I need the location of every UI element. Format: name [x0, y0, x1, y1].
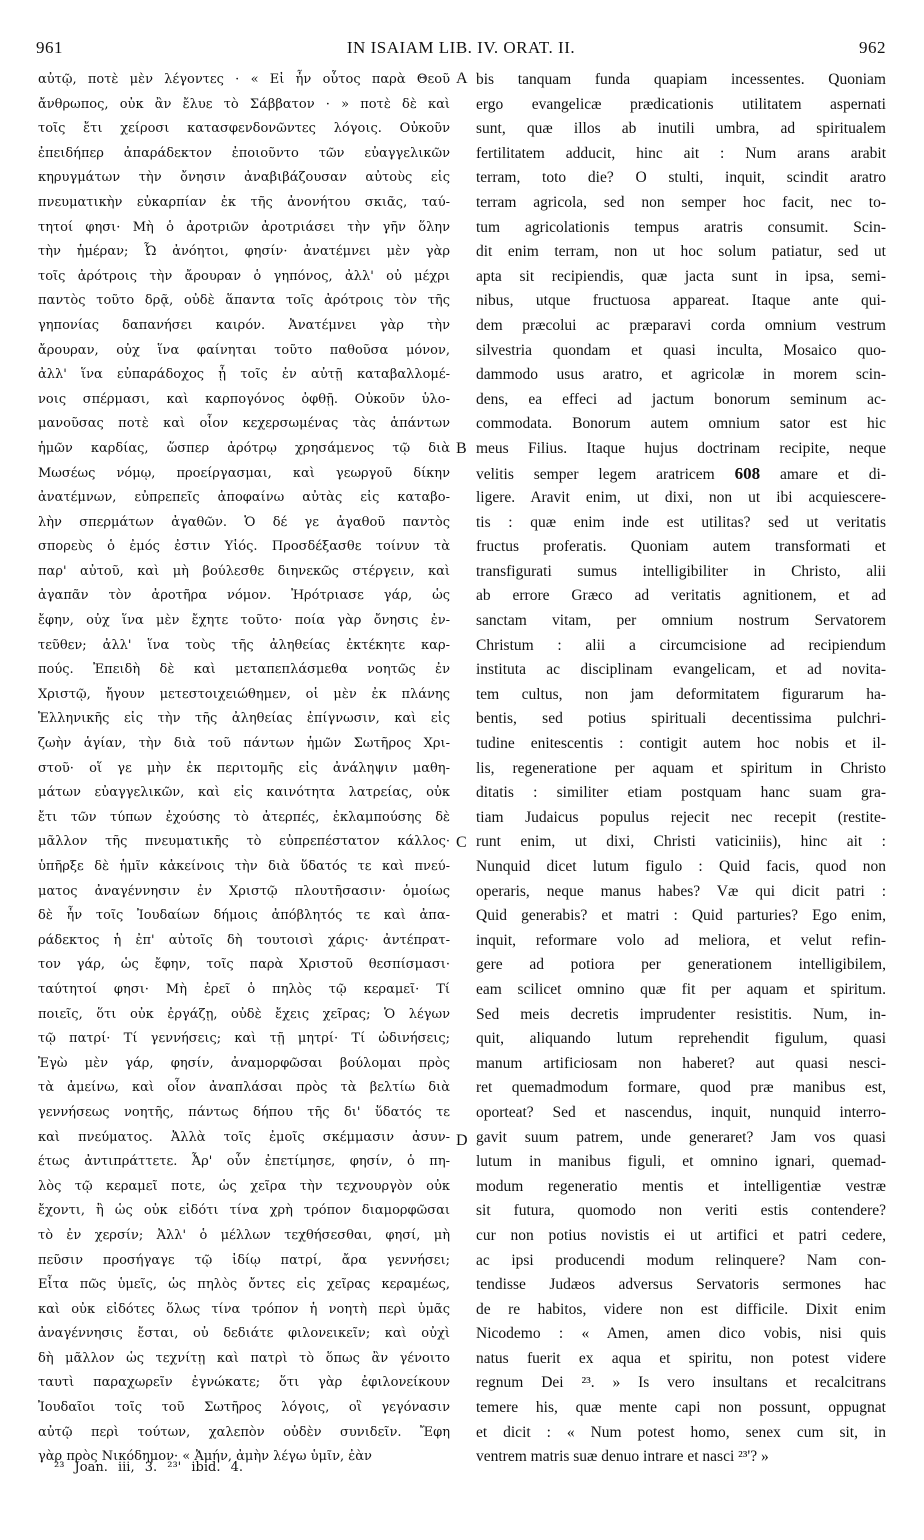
- greek-text-line: παντὸς τοῦτο δρᾷ, οὐδὲ ἅπαντα τοῖς ἀρότροις τὸν τῆς: [38, 293, 450, 309]
- greek-text-line: καὶ πνεύματος. Ἀλλὰ τοῖς ἐμοῖς σκέμμασιν ἀσυν-: [38, 1129, 450, 1145]
- greek-text-line: Ἰουδαῖοι τοῖς τοῦ Σωτῆρος λόγοις, οἳ γεγόνασιν: [38, 1400, 450, 1416]
- latin-text-segment: velitis semper legem aratricem: [476, 465, 715, 483]
- latin-text-line: ligere. Aravit enim, ut dixi, non ut ibi acquiescere-: [476, 489, 886, 507]
- latin-text-line: meus Filius. Itaque hujus doctrinam recipite, neque: [476, 439, 886, 457]
- greek-text-line: τῷ πατρί· Τί γεννήσεις; καὶ τῇ μητρί· Τί ὠδινήσεις;: [38, 1031, 450, 1047]
- greek-text-line: παρ' αὐτοῦ, καὶ μὴ βούλεσθε διηνεκῶς στέργειν, καὶ: [38, 563, 450, 579]
- latin-text-line: tem cultus, non jam deformitatem figurarum ha-: [476, 685, 886, 703]
- margin-letter-a: A: [456, 70, 468, 87]
- greek-text-line: τὸ ἐν χερσίν; Ἀλλ' ὁ μέλλων τεχθήσεσθαι, φησί, μὴ: [38, 1227, 450, 1243]
- greek-text-line: ἄνθρωπος, οὐκ ἂν ἔλυε τὸ Σάββατον · » ποτὲ δὲ καὶ: [38, 96, 450, 112]
- greek-text-line: μανοῦσας ποτὲ καὶ οἷον κεχερσωμένας τὰς ἁπάντων: [38, 416, 450, 432]
- greek-text-line: Μωσέως νόμῳ, προείργασμαι, καὶ γεωργοῦ δίκην: [38, 465, 450, 481]
- greek-text-line: καὶ οὐκ εἰδότες ὅλως τίνα τρόπον ἡ νοητὴ περὶ ὑμᾶς: [38, 1301, 450, 1317]
- latin-text-line: tis : quæ enim inde est utilitas? sed ut veritatis: [476, 513, 886, 531]
- greek-text-line: αὐτῷ, ποτὲ μὲν λέγοντες · « Εἰ ἦν οὗτος παρὰ Θεοῦ: [38, 72, 450, 87]
- page-number-right: 962: [859, 38, 886, 57]
- latin-text-line: temere his, quæ mente capi non possunt, oppugnat: [476, 1399, 886, 1417]
- greek-text-line: ἄρουραν, οὐχ ἵνα φαίνηται τοῦτο παθοῦσα μόνον,: [38, 342, 450, 358]
- latin-text-line: ventrem matris suæ denuo intrare et nasci ²³'? »: [476, 1448, 769, 1466]
- greek-text-line: λὸς τῷ κεραμεῖ ποτε, ὡς χεῖρα τὴν τεχνουργὸν οὐκ: [38, 1178, 450, 1194]
- greek-text-line: τοῖς ἀρότροις τὴν ἄρουραν ὁ γηπόνος, ἀλλ' οὐ μέχρι: [38, 268, 450, 284]
- margin-letter-b: B: [456, 440, 467, 457]
- page-number-left: 961: [36, 38, 63, 57]
- greek-text-line: ἔφην, οὐχ ἵνα μὲν ἔχητε τοῦτο· ποία γὰρ ὄνησις ἐν-: [38, 613, 450, 629]
- greek-text-line: τητοί φησι· Μὴ ὁ ἀροτριῶν ἀροτριάσει τὴν γῆν ὅλην: [38, 219, 450, 235]
- greek-text-line: Ἑλληνικῆς εἰς τὴν τῆς ἀληθείας ἐπίγνωσιν, καὶ εἰς: [38, 711, 450, 727]
- greek-text-line: ἀγαπᾶν τὸν ἀροτῆρα νόμον. Ἠρότριασε γάρ, ὡς: [38, 588, 450, 604]
- latin-text-line: gere ad potiora per generationem intelligibilem,: [476, 956, 886, 974]
- latin-text-line: terram agricola, sed non semper hoc facit, nec to-: [476, 193, 886, 211]
- greek-text-line: τον γάρ, ὡς ἔφην, τοῖς παρὰ Χριστοῦ θεσπίσμασι·: [38, 957, 450, 973]
- latin-text-line: transfigurati sumus intelligibiliter in Christo, alii: [476, 562, 886, 580]
- latin-text-line: [476, 462, 886, 487]
- latin-text-line: tudine enitescentis : contigit autem hoc nobis et il-: [476, 735, 886, 753]
- greek-text-line: ποιεῖς, ὅτι οὐκ ἐργάζῃ, οὐδὲ ἔχεις χεῖρας; Ὁ λέγων: [38, 1006, 450, 1022]
- greek-text-line: πνευματικὴν εὐκαρπίαν ἐκ τῆς ἀνονήτου σκιᾶς, ταύ-: [38, 194, 450, 210]
- latin-text-line: sanctam vitam, per omnium nostrum Servatorem: [476, 612, 886, 630]
- latin-text-line: terram, toto die? O stulti, inquit, scindit aratro: [476, 169, 886, 187]
- greek-text-line: δὲ ἦν τοῖς Ἰουδαίων δήμοις ἀπόβλητός τε καὶ ἀπα-: [38, 908, 450, 924]
- latin-text-line: tendisse Judæos adversus Servatoris sermones hac: [476, 1276, 886, 1294]
- latin-text-line: dem præcolui ac præparavi corda omnium vestrum: [476, 316, 886, 334]
- latin-text-line: sunt, quæ illos ab inutili umbra, ad spiritualem: [476, 120, 886, 138]
- latin-text-line: dens, ea effeci ad jactum bonorum seminum ac-: [476, 390, 886, 408]
- margin-letter-c: C: [456, 834, 467, 851]
- latin-text-line: fertilitatem adducit, hinc ait : Num arans arabit: [476, 144, 886, 162]
- greek-text-line: ὑπῆρξε δὲ ἡμῖν κἀκείνοις τὴν διὰ ὕδατός τε καὶ πνεύ-: [38, 859, 450, 874]
- greek-text-line: έτως ἀντιπράττετε. Ἆρ' οὖν ἐπετίμησε, φησίν, ὁ πη-: [38, 1154, 450, 1170]
- latin-text-line: modum regeneratio mentis et intelligentiæ vestræ: [476, 1177, 886, 1195]
- greek-text-line: ἀναγέννησις ἔσται, οὐ δεδιάτε φιλονεικεῖν; καὶ οὐχὶ: [38, 1326, 450, 1342]
- latin-text-line: inquit, reformare volo ad meliora, et velut refin-: [476, 931, 886, 949]
- greek-text-line: ματος ἀναγέννησιν ἐν Χριστῷ πλουτῆσασιν· ὁμοίως: [38, 883, 450, 899]
- latin-text-line: Christum : alii a circumcisione ad recipiendum: [476, 636, 886, 654]
- latin-text-line: Nunquid dicet lutum figulo : Quid facis, quod non: [476, 858, 886, 875]
- latin-text-line: ergo evangelicæ prædicationis utilitatem aspernati: [476, 95, 886, 113]
- running-title: IN ISAIAM LIB. IV. ORAT. II.: [346, 38, 576, 57]
- greek-text-line: τοῖς ἔτι χείροσι κατασφενδονῶντες λόγοις. Οὐκοῦν: [38, 121, 450, 137]
- greek-text-line: δὴ μᾶλλον ὡς τεχνίτῃ καὶ πατρὶ τὸ ὅπως ἂν γένοιτο: [38, 1350, 450, 1366]
- greek-text-line: Εἶτα πῶς ὑμεῖς, ὡς πηλὸς ὄντες εἰς χεῖρας κεραμέως,: [38, 1277, 450, 1293]
- latin-text-line: oporteat? Sed et nascendus, inquit, nunquid interro-: [476, 1103, 886, 1121]
- latin-text-line: dit enim terram, non ut hoc solum patiatur, sed ut: [476, 243, 886, 261]
- greek-column: [38, 68, 450, 1470]
- greek-text-line: αὐτῷ περὶ τούτων, χαλεπὸν οὐδὲν συνιδεῖν. Ἔφη: [38, 1424, 450, 1440]
- latin-text-line: bis tanquam funda quapiam incessentes. Quoniam: [476, 71, 886, 88]
- greek-text-line: ἀνατέμνων, εὐπρεπεῖς ἀποφαίνω αὐτὰς εἰς καταβο-: [38, 490, 450, 506]
- latin-text-line: gavit suum patrem, unde generaret? Jam vos quasi: [476, 1128, 886, 1146]
- greek-text-line: πεῦσιν προσήγαγε τῷ ἰδίῳ πατρί, ἄρα γεννήσει;: [38, 1252, 450, 1268]
- latin-text-line: quit, aliquando lutum reprehendit figulum, quasi: [476, 1030, 886, 1048]
- greek-text-line: ἀλλ' ἵνα εὐπαράδοχος ᾖ τοῖς ἐν αὐτῇ καταβαλλομέ-: [38, 367, 450, 383]
- greek-text-line: τεῦθεν; ἀλλ' ἵνα τοὺς τῆς ἀληθείας ἐκτέκητε καρ-: [38, 637, 450, 653]
- latin-text-line: cur non potius novistis ei ut artifici et patri cedere,: [476, 1226, 886, 1244]
- latin-text-line: sit futura, quomodo non veriti estis contendere?: [476, 1202, 886, 1220]
- latin-text-line: Nicodemo : « Amen, amen dico vobis, nisi quis: [476, 1325, 886, 1343]
- latin-text-line: fructus proferatis. Quoniam autem transformati et: [476, 538, 886, 556]
- greek-text-line: λὴν σπερμάτων ἀγαθῶν. Ὁ δέ γε ἀγαθοῦ παντὸς: [38, 514, 450, 530]
- latin-text-line: ret quemadmodum formare, quod præ manibus est,: [476, 1079, 886, 1097]
- latin-text-line: ditatis : similiter etiam postquam hanc suam gra-: [476, 784, 886, 802]
- greek-text-line: σπορεὺς ὁ ἐμός ἐστιν Υἱός. Προσδέξασθε τοίνυν τὰ: [38, 539, 450, 555]
- greek-text-line: γηπονίας δαπανήσει καιρόν. Ἀνατέμνει γὰρ τὴν: [38, 317, 450, 333]
- latin-text-line: manum artificiosam non haberet? aut quasi nesci-: [476, 1054, 886, 1072]
- greek-text-line: Χριστῷ, ἤγουν μετεστοιχειώθημεν, οἱ μὲν ἐκ πλάνης: [38, 686, 450, 702]
- latin-text-line: instituta ac disciplinam evangelicam, et ad novita-: [476, 661, 886, 679]
- latin-text-line: de re habitos, videre non est difficile. Dixit enim: [476, 1300, 886, 1318]
- latin-text-line: lis, regeneratione per aquam et spiritum in Christo: [476, 759, 886, 777]
- latin-text-line: bentis, sed potius spirituali decentissima pulchri-: [476, 710, 886, 728]
- greek-text-line: Ἐγὼ μὲν γάρ, φησίν, ἀναμορφῶσαι βούλομαι πρὸς: [38, 1055, 450, 1071]
- greek-text-line: ταυτὶ παραχωρεῖν ἐγνώκατε; ὅτι γὰρ ἐφιλονείκουν: [38, 1375, 450, 1391]
- latin-text-line: dammodo usus aratro, et agricolæ in morem scin-: [476, 366, 886, 384]
- latin-text-line: et dicit : « Num potest homo, senex cum sit, in: [476, 1423, 886, 1441]
- greek-text-line: μάτων εὐαγγελικῶν, καὶ εἰς καινότητα λατρείας, οὐκ: [38, 785, 450, 801]
- latin-text-line: operaris, neque manus habes? Væ qui dicit patri :: [476, 882, 886, 900]
- latin-text-line: Quid generabis? et matri : Quid parturies? Ego enim,: [476, 907, 886, 925]
- latin-text-line: tum agricolationis tempus aratris consumit. Scin-: [476, 218, 886, 236]
- latin-text-line: ab errore Græco ad veritatis agnitionem, et ad: [476, 587, 886, 605]
- greek-text-line: τὰ ἀμείνω, καὶ οἷον ἀναπλάσαι πρὸς τὰ βελτίω διὰ: [38, 1080, 450, 1096]
- running-header: [36, 38, 886, 64]
- margin-letter-d: D: [456, 1132, 468, 1149]
- greek-text-line: ἔχοντι, ἢ ὡς οὐκ εἰδότι τίνα χρὴ τρόπον διαμορφῶσαι: [38, 1203, 450, 1219]
- latin-text-line: runt enim, ut dixi, Christi vaticiniis), hinc ait :: [476, 833, 886, 851]
- latin-text-segment: amare et di-: [779, 465, 886, 483]
- latin-text-line: tiam Judaicus populus rejecit nec recepit (restite-: [476, 808, 886, 826]
- latin-text-line: regnum Dei ²³. » Is vero insultans et recalcitrans: [476, 1374, 886, 1392]
- latin-text-line: eam scilicet omnino quæ fit per aquam et spiritum.: [476, 980, 886, 998]
- latin-text-line: nibus, utque fructuosa appareat. Itaque ante qui-: [476, 292, 886, 310]
- latin-text-line: silvestria quondam et quasi inculta, Mosaico quo-: [476, 341, 886, 359]
- greek-text-line: γὰρ πρὸς Νικόδημον· « Ἀμήν, ἀμὴν λέγω ὑμῖν, ἐὰν: [38, 1449, 372, 1465]
- greek-text-line: γεννήσεως νοητῆς, πάντως δήπου τῆς δι' ὕδατός τε: [38, 1104, 450, 1120]
- greek-text-line: κηρυγμάτων τὴν ὄνησιν ἀναβιβάζουσαν αὐτοὺς εἰς: [38, 170, 450, 186]
- greek-text-line: στοῦ· οἵ γε μὴν ἐκ περιτομῆς εἰς ἀνάληψιν μαθη-: [38, 760, 450, 776]
- latin-text-line: lutum in manibus figuli, et omnino ignari, quemad-: [476, 1153, 886, 1171]
- latin-text-line: ac ipsi producendi modum relinquere? Nam con-: [476, 1251, 886, 1269]
- greek-text-line: τὴν ἡμέραν; Ὦ ἀνόητοι, φησίν· ἀνατέμνει μὲν γὰρ: [38, 244, 450, 260]
- greek-text-line: ἐπειδήπερ ἀπαράδεκτον ἐποιοῦντο τῶν εὐαγγελικῶν: [38, 145, 450, 161]
- greek-text-line: ράδεκτος ἡ ἐπ' αὐτοῖς δὴ τουτοισὶ χάρις· ἀντέπρατ-: [38, 932, 450, 948]
- greek-text-line: ἡμῶν καρδίας, ὥσπερ ἀρότρῳ χρησάμενος τῷ διὰ: [38, 440, 450, 456]
- greek-text-line: νοις σπέρμασι, καὶ καρπογόνος ὀφθῇ. Οὐκοῦν ὑλο-: [38, 391, 450, 407]
- column-number-marker: 608: [734, 463, 761, 483]
- latin-text-line: apta sit recipiendis, quæ jacta sunt in ipsa, semi-: [476, 267, 886, 285]
- latin-text-line: natus fuerit ex aqua et spiritu, non potest videre: [476, 1349, 886, 1367]
- greek-text-line: πούς. Ἐπειδὴ δὲ καὶ μεταπεπλάσμεθα νοητῶς ἐν: [38, 662, 450, 678]
- greek-text-line: ταύτητοί φησι· Μὴ ἐρεῖ ὁ πηλὸς τῷ κεραμεῖ· Τί: [38, 981, 450, 997]
- latin-text-line: Sed meis decretis imprudenter resistitis. Num, in-: [476, 1005, 886, 1023]
- greek-text-line: ζωὴν ἁγίαν, τὴν διὰ τοῦ πάντων ἡμῶν Σωτῆρος Χρι-: [38, 736, 450, 752]
- latin-text-line: commodata. Bonorum autem omnium sator est hic: [476, 415, 886, 433]
- greek-text-line: ἔτι τῶν τύπων ἐχούσης τὸ ἀτερπές, ἐκλαμπούσης δὲ: [38, 809, 450, 825]
- greek-text-line: μᾶλλον τῆς πνευματικῆς τὸ εὐπρεπέστατον κάλλος·: [38, 834, 450, 850]
- latin-column: [476, 68, 886, 1470]
- footnote: ²³ Joan. iii, 3. ²³' ibid. 4.: [54, 1460, 244, 1475]
